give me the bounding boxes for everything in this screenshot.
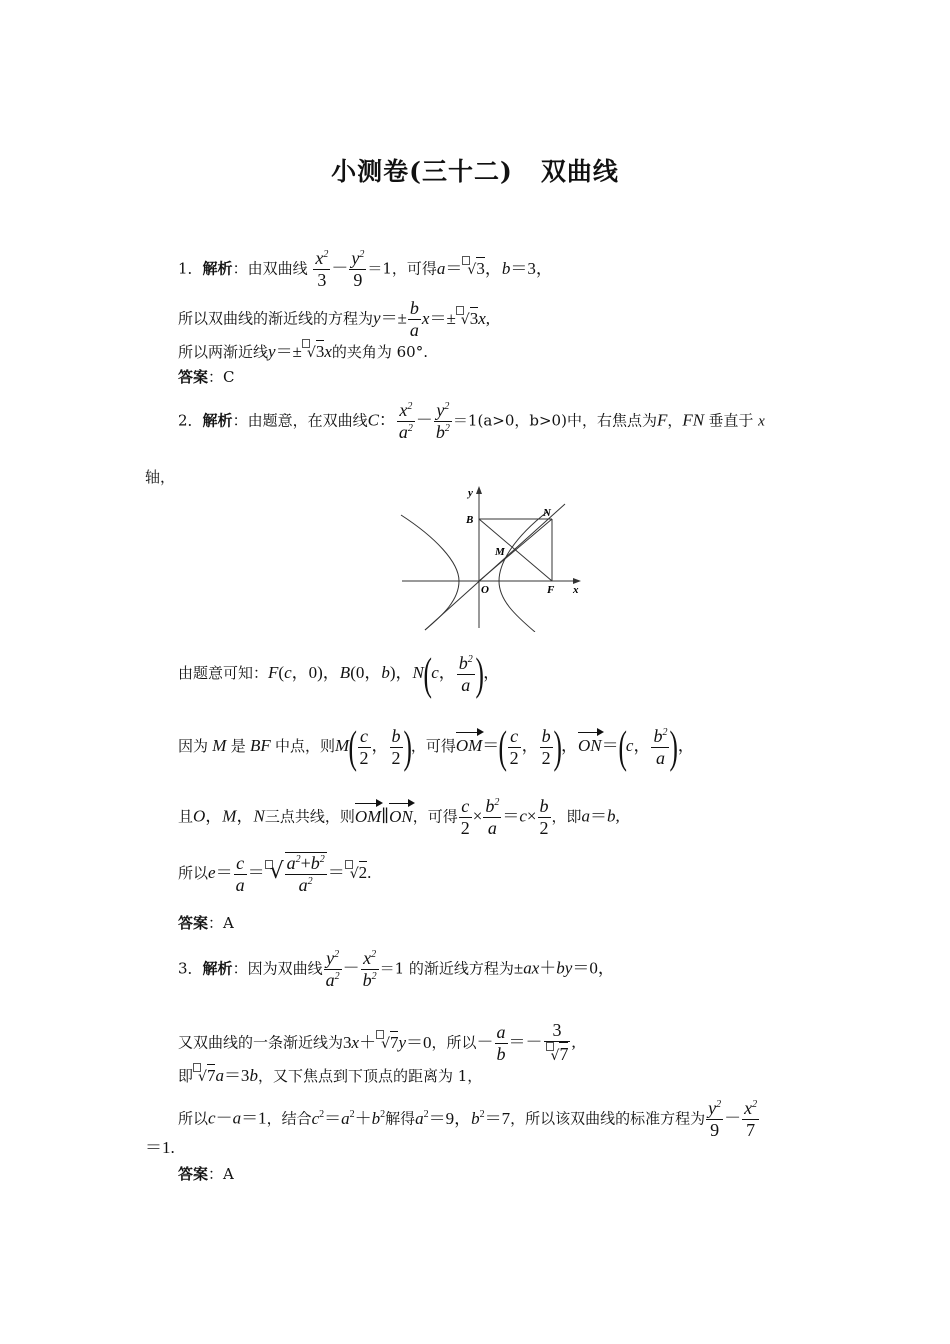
title-topic: 双曲线 bbox=[540, 157, 619, 186]
q1-answer: 答案：C bbox=[178, 368, 235, 386]
hyperbola-left-branch bbox=[401, 515, 459, 630]
q2-answer: 答案：A bbox=[178, 914, 234, 932]
label-y: y bbox=[468, 487, 473, 499]
q3-line4-wrap: ＝1. bbox=[145, 1138, 175, 1157]
q2-line2: 由题意可知：F(c，0)，B(0，b)，N(c， $\frac{b^2}{a}$ )， bbox=[178, 648, 501, 699]
q2-line5: 所以e＝ $\frac{c}{a}$ ＝ √ $\frac{a^2+b^2}{a^2}$ ＝ √2. bbox=[178, 852, 372, 895]
q1-line3: 所以两渐近线y＝± √3x的夹角为 60°. bbox=[178, 339, 428, 364]
hyperbola-figure bbox=[395, 482, 590, 632]
label-N: N bbox=[543, 507, 551, 519]
q3-line1: 3．解析：因为双曲线 $\frac{y^2}{a^2}$ － $\frac{x^2}{b^2}$ ＝1 的渐近线方程为±ax＋by＝0， bbox=[178, 948, 615, 990]
label-O: O bbox=[481, 584, 489, 596]
label-M: M bbox=[495, 546, 505, 558]
label-F: F bbox=[547, 584, 555, 596]
q3-line3: 即 √7a＝3b，又下焦点到下顶点的距离为 1， bbox=[178, 1063, 482, 1088]
label-x: x bbox=[573, 584, 579, 596]
q3-answer: 答案：A bbox=[178, 1165, 234, 1183]
page-title bbox=[0, 152, 950, 188]
q1-line2: 所以双曲线的渐近线的方程为y＝± $\frac{b}{a}$ x＝± √3x, bbox=[178, 298, 491, 340]
q3-line4: 所以c－a＝1，结合$c^2=a^2+b^2$解得$a^2=9$，$b^2=7$，所以该双曲线的标准方程为 $\frac{y^2}{9}$ － $\frac{x^2}{7}$ bbox=[178, 1098, 758, 1140]
y-axis-arrow bbox=[476, 486, 482, 494]
q2-line1-wrap: 轴， bbox=[145, 468, 176, 486]
label-B: B bbox=[466, 514, 474, 526]
q2-line3: 因为 M 是 BF 中点，则M( $\frac{c}{2}$ ， $\frac{b}{2}$ )，可得OM＝( $\frac{c}{2}$ ， $\frac{b}{2}$ )，ON＝(c， $\frac{b^2}{a}$ )， bbox=[178, 721, 695, 772]
q2-line4: 且O，M，N三点共线，则OM∥ON，可得 $\frac{c}{2}$ × $\frac{b^2}{a}$ ＝c× $\frac{b}{2}$ ，即a＝b, bbox=[178, 796, 620, 838]
q3-line2: 又双曲线的一条渐近线为3x＋ √7y＝0，所以－ $\frac{a}{b}$ ＝－ $\frac{3}{√7}$ , bbox=[178, 1020, 576, 1064]
title-main: 小测卷(三十二) bbox=[331, 157, 513, 186]
q2-line1: 2．解析：由题意，在双曲线C： $\frac{x^2}{a^2}$ － $\frac{y^2}{b^2}$ ＝1(a>0，b>0)中，右焦点为F，FN 垂直于 x bbox=[178, 400, 765, 442]
q1-line1: 1．解析：由双曲线 $\frac{x^2}{3}$ － $\frac{y^2}{9}$ ＝1，可得a＝ √3，b＝3， bbox=[178, 248, 553, 290]
